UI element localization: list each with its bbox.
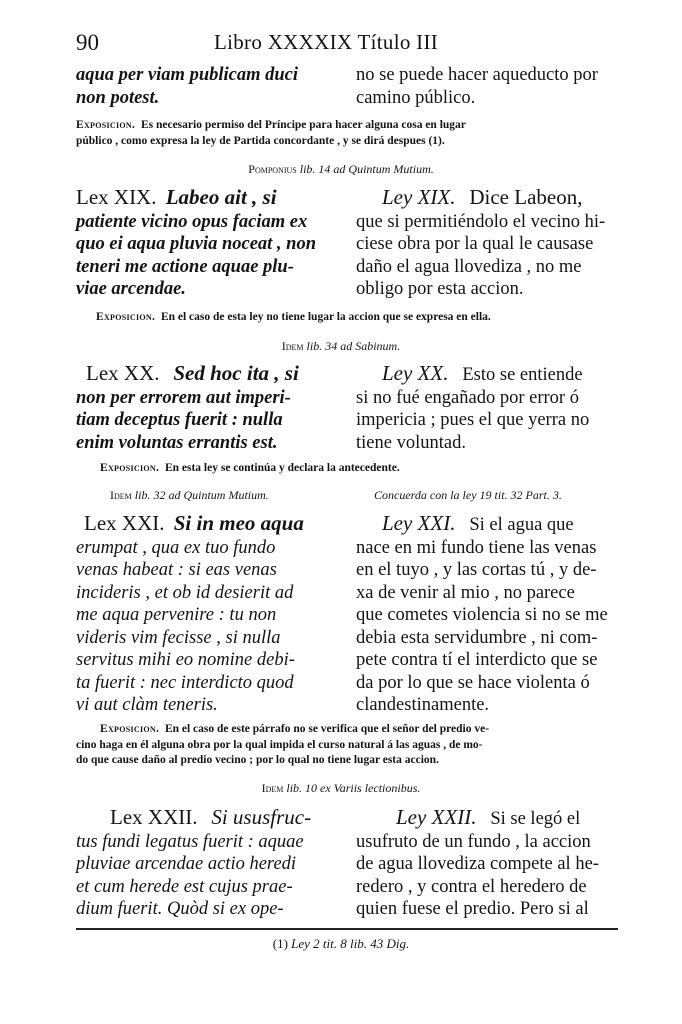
spanish-line: Esto se entiende <box>462 365 583 385</box>
spanish-line: quien fuese el predio. Pero si al <box>356 899 589 919</box>
exposicion-text: En esta ley se continúa y declara la antecedente. <box>164 462 400 474</box>
source-line-4 <box>0 780 682 796</box>
spanish-column <box>356 806 618 921</box>
source-author: Idem <box>261 781 284 795</box>
exposicion-label: Exposicion. <box>100 723 160 735</box>
latin-line: Si ususfruc- <box>211 805 312 829</box>
latin-line: tiam deceptus fuerit : nulla <box>76 410 283 430</box>
spanish-line: daño el agua llovediza , no me <box>356 256 582 277</box>
lex-label: Lex XXII. <box>110 805 198 829</box>
spanish-line: Si se legó el <box>490 809 581 829</box>
continuation-block <box>76 64 618 112</box>
latin-column <box>76 362 344 454</box>
latin-line: teneri me actione aquae plu- <box>76 256 294 277</box>
latin-line: quo ei aqua pluvia noceat , non <box>76 234 317 254</box>
lex-20-block <box>76 362 618 454</box>
source-author: Idem <box>281 339 304 353</box>
spanish-line: tiene voluntad. <box>356 432 466 453</box>
latin-line: Sed hoc ita , si <box>173 361 299 385</box>
exposicion-text: do que cause daño al predio vecino ; por lo qual no tiene lugar esta accion. <box>76 754 439 766</box>
lex-label: Lex XIX. <box>76 185 157 209</box>
spanish-column <box>356 362 618 454</box>
latin-line: Labeo ait , si <box>165 185 277 209</box>
latin-line: pluviae arcendae actio heredi <box>76 854 297 874</box>
source-author: Pomponius <box>248 162 297 176</box>
exposicion-label: Exposicion. <box>100 462 160 474</box>
source-author: Idem <box>110 488 132 502</box>
running-title: Libro XXXXIX Título III <box>214 30 439 54</box>
exposicion-text: En el caso de esta ley no tiene lugar la accion que se expresa en ella. <box>160 311 491 323</box>
spanish-line: no se puede hacer aqueducto por <box>356 65 598 85</box>
ley-label: Ley XXI. <box>382 511 456 535</box>
spanish-line: nace en mi fundo tiene las venas <box>356 537 597 558</box>
latin-line: et cum herede est cujus prae- <box>76 876 293 897</box>
latin-line: patiente vicino opus faciam ex <box>76 211 308 232</box>
spanish-line: redero , y contra el heredero de <box>356 876 587 897</box>
ley-label: Ley XIX. <box>382 185 456 209</box>
spanish-line: en el tuyo , y las cortas tú , y de- <box>356 560 597 580</box>
spanish-line: da por lo que se hace violenta ó <box>356 672 590 693</box>
footnote-text: Ley 2 tit. 8 lib. 43 Dig. <box>291 936 410 951</box>
footnote <box>0 936 682 952</box>
source-line-1 <box>0 161 682 177</box>
exposicion-label: Exposicion. <box>96 311 156 323</box>
page-header <box>76 28 616 58</box>
latin-line: tus fundi legatus fuerit : aquae <box>76 831 304 852</box>
latin-line: non per errorem aut imperi- <box>76 387 291 408</box>
source-work: lib. 14 ad Quintum Mutium. <box>299 162 434 176</box>
spanish-line: usufruto de un fundo , la accion <box>356 831 591 852</box>
latin-line: aqua per viam publicam duci <box>76 65 298 85</box>
spanish-line: que cometes violencia si no se me <box>356 605 608 625</box>
source-work: lib. 34 ad Sabinum. <box>306 339 401 353</box>
source-work: lib. 10 ex Variis lectionibus. <box>286 781 421 795</box>
latin-line: me aqua pervenire : tu non <box>76 605 277 625</box>
footnote-rule <box>76 928 618 930</box>
spanish-line: clandestinamente. <box>356 695 490 715</box>
lex-22-block <box>76 806 618 922</box>
latin-column <box>76 512 344 717</box>
ley-label: Ley XX. <box>382 361 449 385</box>
spanish-line: Si el agua que <box>469 515 574 535</box>
latin-line: dium fuerit. Quòd si ex ope- <box>76 899 284 919</box>
spanish-line: Dice Labeon, <box>469 185 583 209</box>
latin-line: enim voluntas errantis est. <box>76 432 278 453</box>
spanish-column <box>356 512 618 717</box>
lex-19-block <box>76 186 618 302</box>
latin-line: viae arcendae. <box>76 279 186 299</box>
latin-line: servitus mihi eo nomine debi- <box>76 650 295 670</box>
source-work: lib. 32 ad Quintum Mutium. <box>134 488 269 502</box>
latin-line: Si in meo aqua <box>173 511 304 535</box>
latin-column <box>76 186 344 301</box>
spanish-column <box>356 186 618 301</box>
latin-line: vi aut clàm teneris. <box>76 695 218 715</box>
source-line-2 <box>0 338 682 354</box>
latin-line: non potest. <box>76 87 160 108</box>
latin-line: incideris , et ob id desierit ad <box>76 582 294 603</box>
spanish-line: que si permitiéndolo el vecino hi- <box>356 211 606 232</box>
latin-column <box>76 806 344 921</box>
exposicion-3 <box>76 461 616 477</box>
spanish-line: debia esta servidumbre , ni com- <box>356 627 598 648</box>
spanish-line: impericia ; pues el que yerra no <box>356 410 590 430</box>
source-line-3 <box>110 487 269 503</box>
exposicion-text: público , como expresa la ley de Partida concordante , y se dirá despues (1). <box>76 134 445 147</box>
lex-21-block <box>76 512 618 716</box>
exposicion-2 <box>76 310 616 326</box>
latin-line: erumpat , qua ex tuo fundo <box>76 537 276 558</box>
spanish-line: obligo por esta accion. <box>356 279 524 299</box>
spanish-column <box>356 64 618 109</box>
spanish-line: de agua llovediza compete al he- <box>356 854 599 874</box>
exposicion-text: cino haga en él alguna obra por la qual impida el curso natural á las aguas , de mo- <box>76 738 483 751</box>
spanish-line: pete contra tí el interdicto que se <box>356 650 598 670</box>
exposicion-text: Es necesario permiso del Príncipe para hacer alguna cosa en lugar <box>140 119 466 131</box>
exposicion-4 <box>76 722 616 769</box>
lex-label: Lex XX. <box>86 361 160 385</box>
concordance-note: Concuerda con la ley 19 tit. 32 Part. 3. <box>374 488 562 502</box>
latin-line: videris vim fecisse , si nulla <box>76 627 281 648</box>
lex-label: Lex XXI. <box>84 511 165 535</box>
latin-line: ta fuerit : nec interdicto quod <box>76 672 294 693</box>
spanish-line: ciese obra por la qual le causase <box>356 234 594 254</box>
exposicion-1 <box>76 118 616 149</box>
exposicion-label: Exposicion. <box>76 119 136 131</box>
latin-column <box>76 64 344 109</box>
exposicion-text: En el caso de este párrafo no se verifica que el señor del predio ve- <box>164 723 490 735</box>
spanish-line: xa de venir al mio , no parece <box>356 582 575 603</box>
footnote-marker: (1) <box>272 936 288 951</box>
spanish-line: camino público. <box>356 87 476 108</box>
spanish-line: si no fué engañado por error ó <box>356 387 579 408</box>
latin-line: venas habeat : si eas venas <box>76 560 277 580</box>
page-number: 90 <box>76 30 99 55</box>
ley-label: Ley XXII. <box>396 805 477 829</box>
